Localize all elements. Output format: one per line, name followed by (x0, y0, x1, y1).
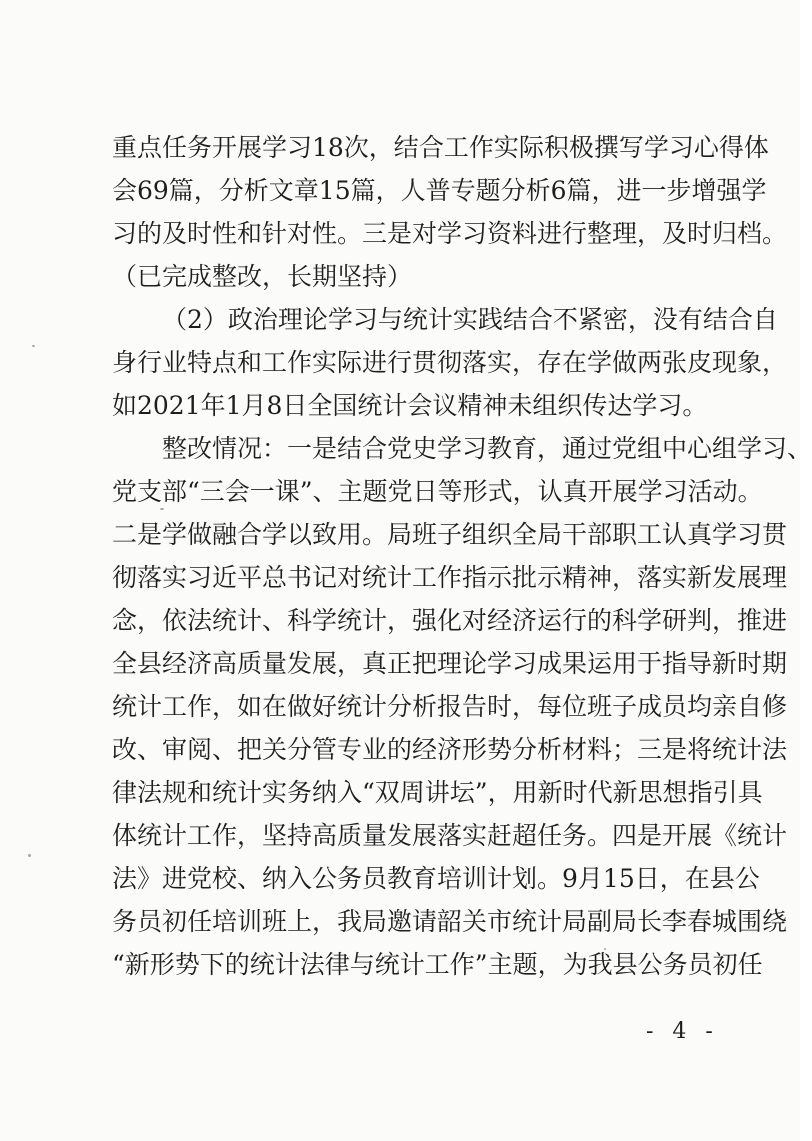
text-line: （已完成整改，长期坚持） (112, 262, 413, 291)
text-line: “新形势下的统计法律与统计工作”主题，为我县公务员初任 (112, 950, 763, 979)
text-line: 体统计工作，坚持高质量发展落实赶超任务。四是开展《统计 (112, 821, 788, 850)
text-line: 如2021年1月8日全国统计会议精神未组织传达学习。 (112, 391, 708, 420)
scan-speck (604, 948, 606, 950)
text-line: 统计工作，如在做好统计分析报告时，每位班子成员均亲自修 (112, 692, 788, 721)
text-line: 律法规和统计实务纳入“双周讲坛”，用新时代新思想指引具 (112, 778, 763, 807)
text-line: 重点任务开展学习18次，结合工作实际积极撰写学习心得体 (112, 133, 769, 162)
text-line: 身行业特点和工作实际进行贯彻落实，存在学做两张皮现象， (112, 348, 788, 377)
body-text (112, 126, 812, 986)
text-line: 会69篇，分析文章15篇，人普专题分析6篇，进一步增强学 (112, 176, 767, 205)
text-line: 二是学做融合学以致用。局班子组织全局干部职工认真学习贯 (112, 520, 788, 549)
text-line: 法》进党校、纳入公务员教育培训计划。9月15日，在县公 (112, 864, 760, 893)
text-line: 党支部“三会一课”、主题党日等形式，认真开展学习活动。 (112, 477, 763, 506)
text-line: 务员初任培训班上，我局邀请韶关市统计局副局长李春城围绕 (112, 907, 788, 936)
scan-speck (32, 345, 35, 347)
text-line: 彻落实习近平总书记对统计工作指示批示精神，落实新发展理 (112, 563, 788, 592)
text-line: 整改情况：一是结合党史学习教育，通过党组中心组学习、 (162, 434, 812, 463)
text-line: （2）政治理论学习与统计实践结合不紧密，没有结合自 (162, 305, 778, 334)
scan-speck (160, 508, 164, 510)
text-line: 改、审阅、把关分管专业的经济形势分析材料；三是将统计法 (112, 735, 788, 764)
text-line: 习的及时性和针对性。三是对学习资料进行整理，及时归档。 (112, 219, 788, 248)
scan-speck (28, 854, 31, 857)
text-line: 全县经济高质量发展，真正把理论学习成果运用于指导新时期 (112, 649, 788, 678)
text-line: 念，依法统计、科学统计，强化对经济运行的科学研判，推进 (112, 606, 788, 635)
page-number: - 4 - (646, 1019, 719, 1044)
